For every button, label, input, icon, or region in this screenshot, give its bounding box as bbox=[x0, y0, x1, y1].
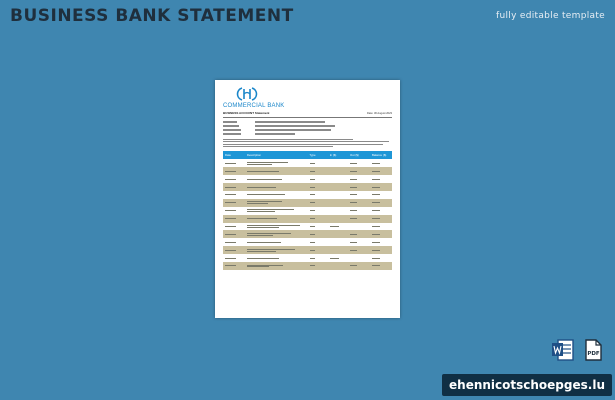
table-cell bbox=[348, 167, 370, 175]
table-row bbox=[223, 191, 392, 199]
table-cell bbox=[308, 207, 328, 215]
table-cell bbox=[328, 207, 348, 215]
table-cell bbox=[308, 175, 328, 183]
table-cell bbox=[245, 215, 308, 223]
table-cell bbox=[245, 223, 308, 231]
table-cell bbox=[223, 159, 245, 167]
table-row bbox=[223, 183, 392, 191]
col-type: Type bbox=[308, 151, 328, 159]
table-row bbox=[223, 215, 392, 223]
table-cell bbox=[370, 183, 392, 191]
bank-logo bbox=[223, 86, 392, 109]
table-row bbox=[223, 167, 392, 175]
page-title: BUSINESS BANK STATEMENT bbox=[10, 6, 294, 26]
table-cell bbox=[308, 262, 328, 270]
table-cell bbox=[308, 199, 328, 207]
table-cell bbox=[308, 230, 328, 238]
table-cell bbox=[245, 199, 308, 207]
table-cell bbox=[308, 191, 328, 199]
table-cell bbox=[223, 207, 245, 215]
col-balance: Balance ($) bbox=[370, 151, 392, 159]
table-row bbox=[223, 223, 392, 231]
table-cell bbox=[245, 207, 308, 215]
table-cell bbox=[348, 191, 370, 199]
statement-notes bbox=[223, 139, 392, 148]
table-cell bbox=[328, 254, 348, 262]
table-cell bbox=[245, 254, 308, 262]
table-cell bbox=[328, 246, 348, 254]
table-cell bbox=[328, 183, 348, 191]
table-cell bbox=[308, 159, 328, 167]
table-cell bbox=[328, 175, 348, 183]
table-cell bbox=[308, 246, 328, 254]
table-cell bbox=[370, 262, 392, 270]
table-cell bbox=[223, 223, 245, 231]
table-cell bbox=[245, 238, 308, 246]
bank-logo-icon bbox=[233, 86, 261, 102]
table-cell bbox=[245, 175, 308, 183]
table-cell bbox=[370, 223, 392, 231]
word-file-icon[interactable] bbox=[551, 338, 575, 362]
table-row bbox=[223, 175, 392, 183]
table-cell bbox=[245, 246, 308, 254]
table-cell bbox=[370, 238, 392, 246]
table-cell bbox=[370, 159, 392, 167]
statement-date: Date: 30 August 2023 bbox=[367, 111, 392, 115]
table-cell bbox=[348, 254, 370, 262]
table-cell bbox=[348, 159, 370, 167]
table-cell bbox=[245, 262, 308, 270]
table-header-row bbox=[223, 151, 392, 159]
table-row bbox=[223, 238, 392, 246]
table-cell bbox=[348, 223, 370, 231]
table-cell bbox=[328, 215, 348, 223]
table-cell bbox=[223, 175, 245, 183]
table-cell bbox=[348, 215, 370, 223]
table-cell bbox=[370, 167, 392, 175]
table-cell bbox=[223, 262, 245, 270]
table-cell bbox=[308, 254, 328, 262]
table-cell bbox=[370, 207, 392, 215]
table-cell bbox=[370, 230, 392, 238]
table-cell bbox=[370, 246, 392, 254]
table-cell bbox=[308, 215, 328, 223]
table-cell bbox=[328, 191, 348, 199]
table-cell bbox=[348, 238, 370, 246]
table-cell bbox=[348, 199, 370, 207]
account-info bbox=[223, 121, 392, 136]
table-cell bbox=[328, 159, 348, 167]
table-cell bbox=[370, 199, 392, 207]
divider bbox=[223, 117, 392, 118]
pdf-file-icon[interactable] bbox=[581, 338, 605, 362]
table-cell bbox=[370, 215, 392, 223]
table-row bbox=[223, 262, 392, 270]
table-cell bbox=[328, 230, 348, 238]
table-row bbox=[223, 246, 392, 254]
table-cell bbox=[308, 183, 328, 191]
table-cell bbox=[348, 175, 370, 183]
table-row bbox=[223, 230, 392, 238]
website-badge[interactable]: ehennicotschoepges.lu bbox=[442, 374, 612, 396]
page-subtitle: fully editable template bbox=[496, 11, 605, 21]
table-cell bbox=[245, 183, 308, 191]
transactions-table bbox=[223, 151, 392, 269]
table-cell bbox=[348, 183, 370, 191]
table-cell bbox=[223, 199, 245, 207]
table-cell bbox=[348, 262, 370, 270]
table-cell bbox=[308, 167, 328, 175]
table-cell bbox=[370, 191, 392, 199]
pdf-icon-label: PDF bbox=[587, 351, 600, 357]
table-cell bbox=[348, 207, 370, 215]
table-cell bbox=[348, 230, 370, 238]
table-cell bbox=[223, 238, 245, 246]
table-cell bbox=[245, 159, 308, 167]
table-cell bbox=[223, 167, 245, 175]
bank-name: COMMERCIAL BANK bbox=[223, 103, 285, 109]
table-row bbox=[223, 159, 392, 167]
table-cell bbox=[245, 167, 308, 175]
table-cell bbox=[348, 246, 370, 254]
table-row bbox=[223, 207, 392, 215]
table-cell bbox=[245, 230, 308, 238]
table-cell bbox=[223, 254, 245, 262]
table-row bbox=[223, 254, 392, 262]
table-cell bbox=[370, 254, 392, 262]
table-cell bbox=[328, 199, 348, 207]
table-cell bbox=[328, 262, 348, 270]
table-cell bbox=[328, 223, 348, 231]
table-cell bbox=[223, 183, 245, 191]
statement-preview[interactable] bbox=[215, 80, 400, 318]
table-cell bbox=[328, 238, 348, 246]
table-cell bbox=[245, 191, 308, 199]
col-in: In ($) bbox=[328, 151, 348, 159]
table-cell bbox=[223, 215, 245, 223]
table-cell bbox=[308, 223, 328, 231]
col-description: Description bbox=[245, 151, 308, 159]
table-cell bbox=[328, 167, 348, 175]
col-out: Out ($) bbox=[348, 151, 370, 159]
table-cell bbox=[370, 175, 392, 183]
table-cell bbox=[223, 191, 245, 199]
statement-title: BUSINESS ACCOUNT Statement bbox=[223, 111, 270, 115]
table-cell bbox=[223, 246, 245, 254]
col-date: Date bbox=[223, 151, 245, 159]
table-cell bbox=[308, 238, 328, 246]
table-cell bbox=[223, 230, 245, 238]
table-row bbox=[223, 199, 392, 207]
